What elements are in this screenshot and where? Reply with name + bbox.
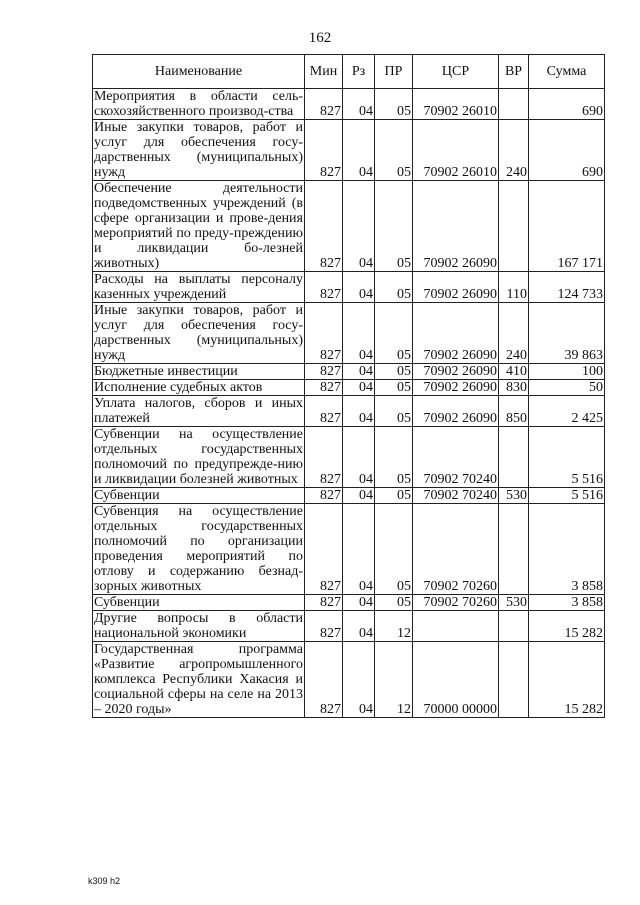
table-row	[93, 120, 605, 181]
cell-min: 827	[305, 364, 343, 380]
cell-rz: 04	[343, 303, 375, 364]
cell-pr: 05	[375, 427, 413, 488]
cell-rz: 04	[343, 380, 375, 396]
cell-vr	[499, 427, 529, 488]
cell-min: 827	[305, 504, 343, 595]
header-pr: ПР	[375, 55, 413, 89]
cell-rz: 04	[343, 364, 375, 380]
cell-vr: 240	[499, 303, 529, 364]
table-row	[93, 611, 605, 642]
table-row	[93, 504, 605, 595]
cell-sum: 5 516	[529, 427, 605, 488]
footer-code: k309 h2	[88, 876, 121, 886]
cell-sum: 2 425	[529, 396, 605, 427]
table-row	[93, 396, 605, 427]
cell-min: 827	[305, 303, 343, 364]
cell-name: Субвенции	[93, 488, 305, 504]
cell-rz: 04	[343, 89, 375, 120]
cell-min: 827	[305, 642, 343, 718]
cell-pr: 05	[375, 89, 413, 120]
header-vr: ВР	[499, 55, 529, 89]
cell-rz: 04	[343, 504, 375, 595]
cell-pr: 05	[375, 303, 413, 364]
cell-vr	[499, 181, 529, 272]
cell-pr: 05	[375, 595, 413, 611]
cell-min: 827	[305, 427, 343, 488]
cell-pr: 05	[375, 504, 413, 595]
cell-sum: 690	[529, 120, 605, 181]
cell-name: Государственная программа «Развитие агропромышленного комплекса Республики Хакасия и социальной сферы на селе на 2013 – 2020 годы»	[94, 642, 303, 717]
cell-min: 827	[305, 595, 343, 611]
cell-sum: 3 858	[529, 595, 605, 611]
cell-sum: 15 282	[529, 642, 605, 718]
cell-name: Иные закупки товаров, работ и услуг для обеспечения госу-дарственных (муниципальных) нужд	[94, 303, 303, 363]
cell-csr: 70902 70240	[413, 427, 499, 488]
cell-vr	[499, 642, 529, 718]
header-csr: ЦСР	[413, 55, 499, 89]
cell-pr: 05	[375, 396, 413, 427]
cell-sum: 167 171	[529, 181, 605, 272]
cell-sum: 124 733	[529, 272, 605, 303]
cell-min: 827	[305, 488, 343, 504]
header-name: Наименование	[93, 55, 305, 89]
cell-name: Иные закупки товаров, работ и услуг для обеспечения госу-дарственных (муниципальных) нужд	[94, 120, 303, 180]
cell-min: 827	[305, 120, 343, 181]
cell-pr: 05	[375, 488, 413, 504]
table-row	[93, 595, 605, 611]
cell-sum: 100	[529, 364, 605, 380]
cell-name: Другие вопросы в области национальной экономики	[94, 611, 303, 641]
cell-name: Исполнение судебных актов	[93, 380, 305, 396]
cell-csr: 70902 26090	[413, 396, 499, 427]
cell-vr: 240	[499, 120, 529, 181]
cell-rz: 04	[343, 611, 375, 642]
cell-rz: 04	[343, 272, 375, 303]
table-row	[93, 272, 605, 303]
table-row	[93, 303, 605, 364]
cell-csr: 70902 70260	[413, 504, 499, 595]
cell-csr: 70902 26090	[413, 380, 499, 396]
cell-name: Субвенции на осуществление отдельных государственных полномочий по предупрежде-нию и ликвидации болезней животных	[94, 427, 303, 487]
cell-sum: 3 858	[529, 504, 605, 595]
cell-vr	[499, 611, 529, 642]
cell-pr: 12	[375, 611, 413, 642]
cell-pr: 12	[375, 642, 413, 718]
cell-csr: 70902 70260	[413, 595, 499, 611]
table-row	[93, 427, 605, 488]
table-row	[93, 488, 605, 504]
cell-name: Расходы на выплаты персоналу казенных учреждений	[94, 272, 303, 302]
cell-vr	[499, 504, 529, 595]
cell-rz: 04	[343, 488, 375, 504]
cell-min: 827	[305, 272, 343, 303]
cell-rz: 04	[343, 595, 375, 611]
page-number: 162	[308, 30, 332, 46]
cell-sum: 39 863	[529, 303, 605, 364]
cell-csr: 70000 00000	[413, 642, 499, 718]
cell-name: Бюджетные инвестиции	[93, 364, 305, 380]
cell-sum: 15 282	[529, 611, 605, 642]
cell-vr: 530	[499, 595, 529, 611]
cell-sum: 5 516	[529, 488, 605, 504]
table-header-row	[93, 55, 605, 89]
cell-vr: 110	[499, 272, 529, 303]
cell-min: 827	[305, 181, 343, 272]
cell-csr	[413, 611, 499, 642]
header-rz: Рз	[343, 55, 375, 89]
cell-csr: 70902 26090	[413, 364, 499, 380]
cell-pr: 05	[375, 380, 413, 396]
cell-name: Обеспечение деятельности подведомственных учреждений (в сфере организации и прове-дения мероприятий по преду-преждению и ликвидации бо-лезней животных)	[94, 181, 303, 271]
cell-csr: 70902 26090	[413, 181, 499, 272]
cell-pr: 05	[375, 181, 413, 272]
cell-rz: 04	[343, 642, 375, 718]
cell-min: 827	[305, 89, 343, 120]
cell-vr: 410	[499, 364, 529, 380]
table-row	[93, 364, 605, 380]
cell-csr: 70902 26090	[413, 272, 499, 303]
cell-sum: 690	[529, 89, 605, 120]
cell-csr: 70902 70240	[413, 488, 499, 504]
cell-pr: 05	[375, 120, 413, 181]
cell-name: Субвенция на осуществление отдельных государственных полномочий по организации проведения мероприятий по отлову и содержанию безнад-зорных животных	[94, 504, 303, 594]
cell-pr: 05	[375, 272, 413, 303]
header-min: Мин	[305, 55, 343, 89]
table-row	[93, 642, 605, 718]
cell-vr: 830	[499, 380, 529, 396]
table-row	[93, 181, 605, 272]
cell-rz: 04	[343, 181, 375, 272]
cell-min: 827	[305, 380, 343, 396]
cell-vr	[499, 89, 529, 120]
cell-pr: 05	[375, 364, 413, 380]
cell-csr: 70902 26010	[413, 89, 499, 120]
cell-vr: 850	[499, 396, 529, 427]
cell-name: Уплата налогов, сборов и иных платежей	[94, 396, 303, 426]
budget-table	[92, 54, 605, 718]
cell-name: Субвенции	[93, 595, 305, 611]
cell-csr: 70902 26090	[413, 303, 499, 364]
cell-csr: 70902 26010	[413, 120, 499, 181]
cell-sum: 50	[529, 380, 605, 396]
cell-vr: 530	[499, 488, 529, 504]
cell-name: Мероприятия в области сель-скохозяйственного производ-ства	[94, 89, 303, 119]
cell-rz: 04	[343, 427, 375, 488]
cell-min: 827	[305, 396, 343, 427]
cell-min: 827	[305, 611, 343, 642]
header-sum: Сумма	[529, 55, 605, 89]
table-row	[93, 89, 605, 120]
cell-rz: 04	[343, 120, 375, 181]
cell-rz: 04	[343, 396, 375, 427]
table-row	[93, 380, 605, 396]
